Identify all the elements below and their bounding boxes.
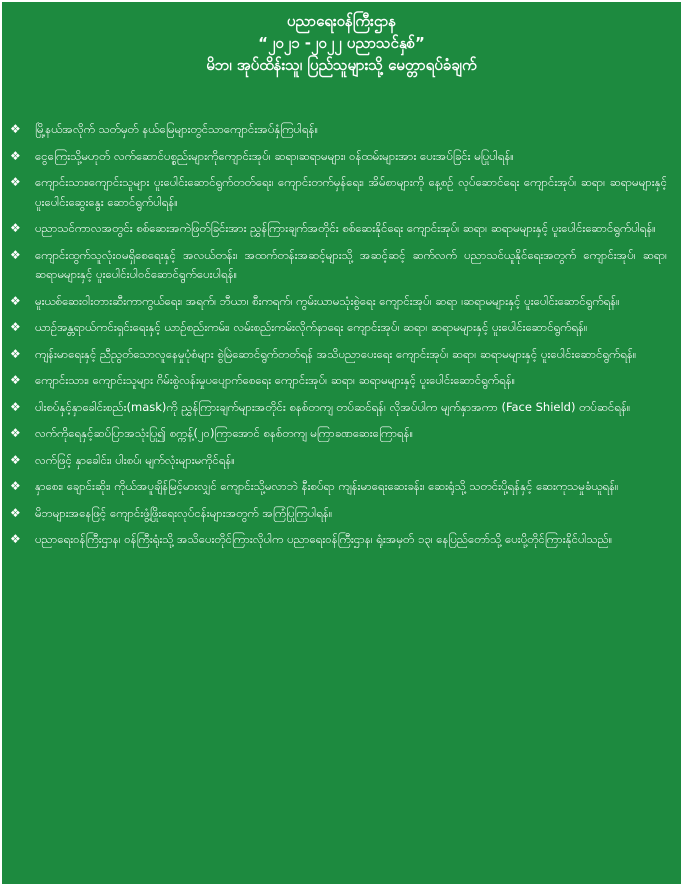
- academic-year-title: “၂၀၂၁ -၂၀၂၂ ပညာသင်နှစ်”: [258, 34, 425, 52]
- bullet-icon: ❖: [10, 221, 21, 235]
- list-item: [2, 371, 681, 391]
- list-item-text: ကျောင်းသား၊ ကျောင်းသူများ ဂိမ်းစွဲလန်းမှုပပျောက်စေရေး ကျောင်းအုပ်၊ ဆရာ၊ ဆရာမများနှင့် ပူးပေါင်းဆောင်ရွက်ရန်။: [35, 373, 516, 387]
- list-item-text: ကျန်းမာရေးနှင့် ညီညွတ်သောလူနေမှုပုံစံများ စွဲမြဲဆောင်ရွက်တတ်ရန် အသိပညာပေးရေး ကျောင်းအုပ်၊ ဆရာ၊ ဆရာမများနှင့် ပူးပေါင်းဆောင်ရွက်ရန်။: [35, 346, 637, 361]
- appeal-title: မိဘ၊ အုပ်ထိန်းသူ၊ ပြည်သူများသို့ မေတ္တာရပ်ခံချက်: [206, 56, 477, 74]
- list-item: [2, 219, 681, 239]
- bullet-icon: ❖: [10, 122, 21, 136]
- bullet-icon: ❖: [10, 373, 21, 387]
- list-item-text: ကျောင်းထွက်သူလုံးဝမရှိစေရေးနှင့် အလယ်တန်း၊ အထက်တန်းအဆင့်များသို့ အဆင့်ဆင့် ဆက်လက် ပညာသင်ယူနိုင်ရေးအတွက် ကျောင်းအုပ်၊ ဆရာ၊ ဆရာမများနှင့် ပူးပေါင်းပါဝင်ဆောင်ရွက်ပေးပါရန်။: [35, 247, 667, 281]
- bullet-icon: ❖: [10, 293, 21, 308]
- bullet-icon: ❖: [10, 148, 21, 163]
- list-item-text: ပါးစပ်နှင့်နှာခေါင်းစည်း(mask)ကို ညွှန်ကြားချက်များအတိုင်း စနစ်တကျ တပ်ဆင်ရန်၊ လိုအပ်ပါက မျက်နှာအကာ (Face Shield) တပ်ဆင်ရန်။: [35, 399, 631, 414]
- list-item: [2, 504, 681, 524]
- list-item-text: ပညာရေးဝန်ကြီးဌာန၊ ဝန်ကြီးရုံးသို့ အသိပေးတိုင်ကြားလိုပါက ပညာရေးဝန်ကြီးဌာန၊ ရုံးအမှတ် ၁၃၊ နေပြည်တော်သို့ ပေးပို့တိုင်ကြားနိုင်ပါသည်။: [35, 532, 613, 546]
- list-item: [2, 477, 681, 497]
- bullet-icon: ❖: [10, 399, 21, 414]
- list-item: [2, 246, 681, 285]
- bullet-icon: ❖: [10, 320, 21, 334]
- bullet-icon: ❖: [10, 532, 21, 546]
- list-item: [2, 424, 681, 444]
- bullet-icon: ❖: [10, 479, 21, 493]
- list-item-text: မူးယစ်ဆေးဝါးတားဆီးကာကွယ်ရေး၊ အရက်၊ ဘီယာ၊ စီးကရက်၊ ကွမ်းယာမသုံးစွဲရေး ကျောင်းအုပ်၊ ဆရာ ၊ဆရာမများနှင့် ပူးပေါင်းဆောင်ရွက်ရန်။: [35, 293, 620, 308]
- bullet-icon: ❖: [10, 452, 21, 467]
- list-item: [2, 398, 681, 418]
- list-item-text: ငွေကြေးသို့မဟုတ် လက်ဆောင်ပစ္စည်းများကိုကျောင်းအုပ်၊ ဆရာ၊ဆရာမများ၊ ဝန်ထမ်းများအား ပေးအပ်ခြင်း မပြုပါရန်။: [35, 148, 514, 163]
- list-item-text: မြို့နယ်အလိုက် သတ်မှတ် နယ်မြေများတွင်သာကျောင်းအပ်နှံကြပါရန်။: [35, 122, 319, 136]
- list-item: [2, 530, 681, 550]
- list-item: [2, 120, 681, 140]
- ministry-title: ပညာရေးဝန်ကြီးဌာန: [286, 12, 397, 30]
- list-item: [2, 147, 681, 167]
- bullet-icon: ❖: [10, 346, 21, 361]
- list-item-text: ယာဉ်အန္တရာယ်ကင်းရှင်းရေးနှင့် ယာဉ်စည်းကမ်း၊ လမ်းစည်းကမ်းလိုက်နာရေး ကျောင်းအုပ်၊ ဆရာ၊ ဆရာမများနှင့် ပူးပေါင်းဆောင်ရွက်ရန်။: [35, 320, 588, 334]
- list-item-text: မိဘများအနေဖြင့် ကျောင်းဖွံ့ဖြိုးရေးလုပ်ငန်းများအတွက် အကြံပြုကြပါရန်။: [35, 505, 333, 520]
- list-item-text: လက်ကိုရေနှင့်ဆပ်ပြာအသုံးပြု၍ စက္ကန့်(၂၀)ကြာအောင် စနစ်တကျ မကြာခဏဆေးကြောရန်။: [35, 426, 414, 440]
- list-item: [2, 318, 681, 338]
- bullet-icon: ❖: [10, 175, 21, 189]
- appeal-list: [2, 120, 681, 557]
- notice-header: [2, 2, 681, 76]
- bullet-icon: ❖: [10, 505, 21, 520]
- bullet-icon: ❖: [10, 426, 21, 440]
- list-item: [2, 173, 681, 212]
- list-item: [2, 292, 681, 312]
- list-item-text: ပညာသင်ကာလအတွင်း စစ်ဆေးအကဲဖြတ်ခြင်းအား ညွှန်ကြားချက်အတိုင်း စစ်ဆေးနိုင်ရေး ကျောင်းအုပ်၊ ဆရာ၊ ဆရာမများနှင့် ပူးပေါင်းဆောင်ရွက်ပါရန်။: [35, 221, 656, 235]
- list-item-text: နှာစေး၊ ချောင်းဆိုး၊ ကိုယ်အပူချိန်မြင့်မားလျှင် ကျောင်းသို့မလာဘဲ နီးစပ်ရာ ကျန်းမာရေးဆေးခန်း၊ ဆေးရုံသို့ သတင်းပို့ရန်နှင့် ဆေးကုသမှုခံယူရန်။: [35, 479, 619, 493]
- bullet-icon: ❖: [10, 247, 21, 262]
- list-item-text: လက်ဖြင့် နှာခေါင်း၊ ပါးစပ်၊ မျက်လုံးများမကိုင်ရန်။: [35, 452, 235, 467]
- list-item: [2, 345, 681, 365]
- list-item-text: ကျောင်းသား၊ကျောင်းသူများ ပူးပေါင်းဆောင်ရွက်တတ်ရေး၊ ကျောင်းတက်မှန်ရေး၊ အိမ်စာများကို နေ့စဉ် လုပ်ဆောင်ရေး ကျောင်းအုပ်၊ ဆရာ၊ ဆရာမများနှင့် ပူးပေါင်းဆွေးနွေး ဆောင်ရွက်ပါရန်။: [35, 175, 667, 209]
- list-item: [2, 451, 681, 471]
